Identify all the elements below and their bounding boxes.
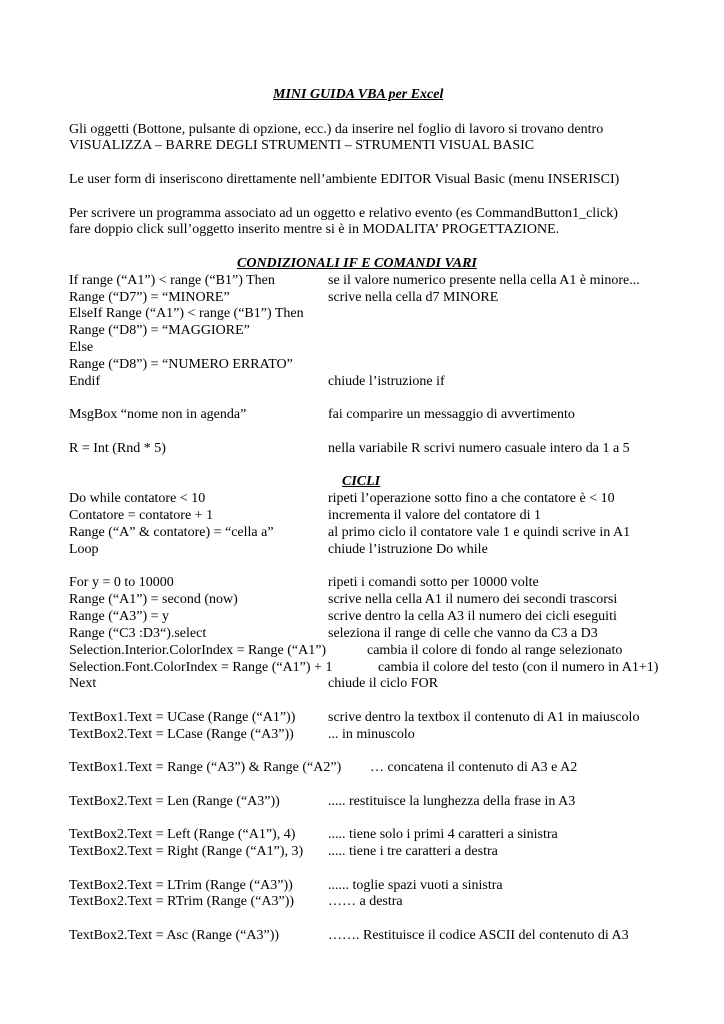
code-description: ripeti l’operazione sotto fino a che contatore è < 10 (328, 491, 615, 506)
code-description: fai comparire un messaggio di avvertimento (328, 407, 575, 422)
code-description: ripeti i comandi sotto per 10000 volte (328, 575, 539, 590)
code-line: Range (“D7”) = “MINORE” (69, 290, 230, 305)
code-line: Range (“C3 :D3“).select (69, 626, 207, 641)
code-description: se il valore numerico presente nella cella A1 è minore... (328, 273, 640, 288)
code-description: chiude il ciclo FOR (328, 676, 439, 691)
code-line: If range (“A1”) < range (“B1”) Then (69, 273, 275, 288)
intro-paragraph-2: Le user form di inseriscono direttamente nell’ambiente EDITOR Visual Basic (menu INSERISCI) (69, 172, 620, 187)
code-line: Selection.Interior.ColorIndex = Range (“A1”) (69, 643, 327, 658)
code-description: ……. Restituisce il codice ASCII del contenuto di A3 (328, 928, 629, 943)
code-description: ...... toglie spazi vuoti a sinistra (328, 878, 503, 893)
code-description: cambia il colore di fondo al range selezionato (367, 643, 623, 658)
code-description: scrive nella cella A1 il numero dei secondi trascorsi (328, 592, 618, 607)
code-description: nella variabile R scrivi numero casuale intero da 1 a 5 (328, 441, 630, 456)
code-line: Do while contatore < 10 (69, 491, 206, 506)
page-title: MINI GUIDA VBA per Excel (273, 87, 444, 102)
code-line: Range (“D8”) = “NUMERO ERRATO” (69, 357, 293, 372)
code-description: ..... restituisce la lunghezza della frase in A3 (328, 794, 576, 809)
code-description: chiude l’istruzione if (328, 374, 445, 389)
code-line: R = Int (Rnd * 5) (69, 441, 166, 456)
code-description: …… a destra (328, 894, 403, 909)
code-description: incrementa il valore del contatore di 1 (328, 508, 542, 523)
code-line: TextBox2.Text = RTrim (Range (“A3”)) (69, 894, 295, 909)
code-line: TextBox2.Text = Len (Range (“A3”)) (69, 794, 280, 809)
section-heading-conditionals: CONDIZIONALI IF E COMANDI VARI (237, 256, 477, 271)
intro-paragraph-3-line-1: Per scrivere un programma associato ad un oggetto e relativo evento (es CommandButton1_click) (69, 206, 618, 221)
code-line: TextBox2.Text = Asc (Range (“A3”)) (69, 928, 280, 943)
section-heading-loops: CICLI (342, 474, 381, 489)
code-line: Range (“A” & contatore) = “cella a” (69, 525, 274, 540)
code-description: … concatena il contenuto di A3 e A2 (370, 760, 578, 775)
code-line: Contatore = contatore + 1 (69, 508, 214, 523)
code-description: ..... tiene solo i primi 4 caratteri a sinistra (328, 827, 558, 842)
code-line: Loop (69, 542, 99, 557)
intro-paragraph-3-line-2: fare doppio click sull’oggetto inserito mentre si è in MODALITA’ PROGETTAZIONE. (69, 222, 560, 237)
code-line: TextBox2.Text = Right (Range (“A1”), 3) (69, 844, 304, 859)
code-line: MsgBox “nome non in agenda” (69, 407, 247, 422)
code-line: TextBox1.Text = UCase (Range (“A1”)) (69, 710, 296, 725)
code-line: Next (69, 676, 97, 691)
code-line: For y = 0 to 10000 (69, 575, 174, 590)
code-line: Endif (69, 374, 101, 389)
code-description: scrive dentro la textbox il contenuto di A1 in maiuscolo (328, 710, 640, 725)
code-line: Selection.Font.ColorIndex = Range (“A1”) + 1 (69, 660, 333, 675)
code-line: Range (“A3”) = y (69, 609, 170, 624)
code-description: al primo ciclo il contatore vale 1 e quindi scrive in A1 (328, 525, 631, 540)
code-line: Range (“A1”) = second (now) (69, 592, 238, 607)
code-line: TextBox1.Text = Range (“A3”) & Range (“A2”) (69, 760, 342, 775)
code-description: scrive nella cella d7 MINORE (328, 290, 499, 305)
code-description: chiude l’istruzione Do while (328, 542, 488, 557)
code-line: Range (“D8”) = “MAGGIORE” (69, 323, 250, 338)
intro-paragraph-1-line-2: VISUALIZZA – BARRE DEGLI STRUMENTI – STRUMENTI VISUAL BASIC (69, 138, 535, 153)
code-line: TextBox2.Text = LCase (Range (“A3”)) (69, 727, 294, 742)
code-description: seleziona il range di celle che vanno da C3 a D3 (328, 626, 598, 641)
code-description: cambia il colore del testo (con il numero in A1+1) (378, 660, 659, 675)
code-description: scrive dentro la cella A3 il numero dei cicli eseguiti (328, 609, 617, 624)
code-line: TextBox2.Text = Left (Range (“A1”), 4) (69, 827, 296, 842)
code-description: ..... tiene i tre caratteri a destra (328, 844, 498, 859)
code-line: ElseIf Range (“A1”) < range (“B1”) Then (69, 306, 304, 321)
code-line: TextBox2.Text = LTrim (Range (“A3”)) (69, 878, 293, 893)
code-line: Else (69, 340, 94, 355)
intro-paragraph-1-line-1: Gli oggetti (Bottone, pulsante di opzione, ecc.) da inserire nel foglio di lavoro si trovano dentro (69, 122, 604, 137)
code-description: ... in minuscolo (328, 727, 415, 742)
